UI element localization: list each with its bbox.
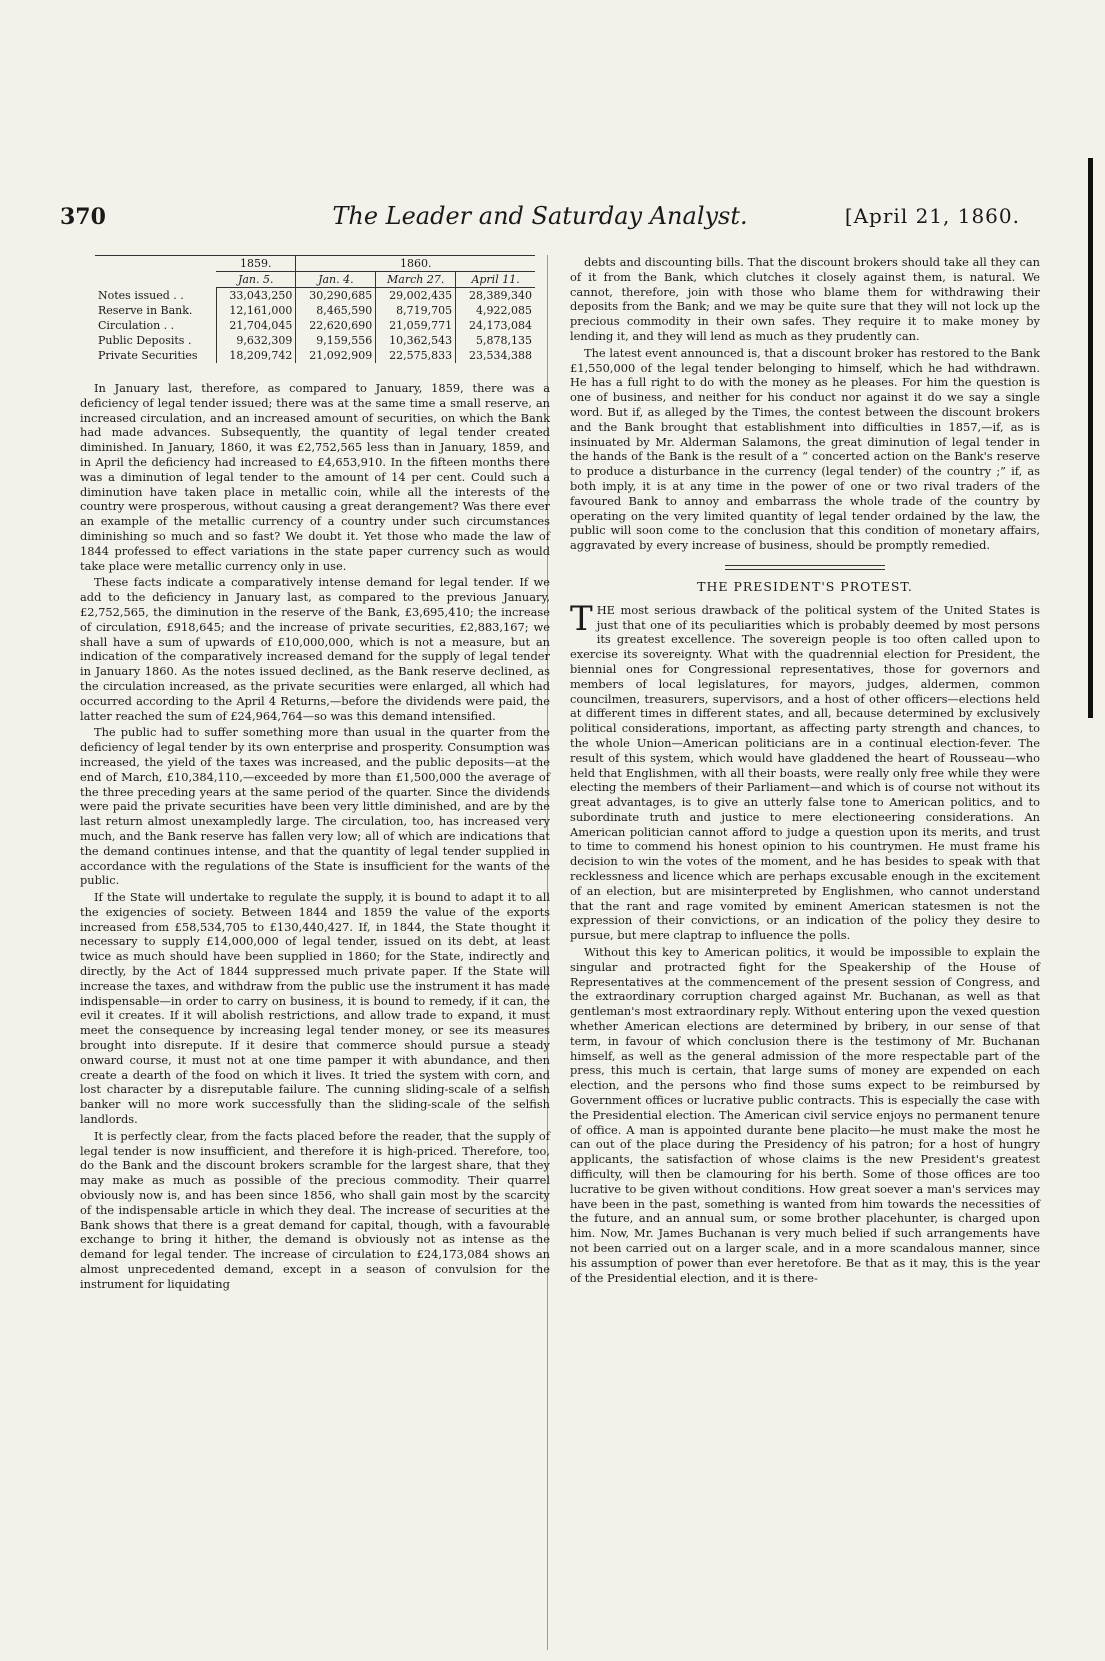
page-number: 370 xyxy=(60,204,106,230)
row-label: Notes issued . . xyxy=(98,288,184,302)
table-cell: 8,465,590 xyxy=(296,303,376,318)
section-paragraph: THE most serious drawback of the political system of the United States is just that one of its peculiarities which is probably deemed by most persons its greatest excellence. The sovereign people is too often called upon to exercise its sovereignty. What with the quadrennial election for President, the biennial ones for Congressional representatives, those for governors and members of local legislatures, for mayors, judges, aldermen, common councilmen, treasurers, supervisors, and a host of other officers—elections held at different times in different states, and all, because determined by exclusively political considerations, important, as affecting party strength and chances, to the whole Union—American politicians are in a continual election-fever. The result of this system, which would have gladdened the heart of Rousseau—who held that Englishmen, with all their boasts, were really only free while they were electing the members of their Parliament—and which is of course not without its great advantages, is to give an utterly false tone to American politics, and to subordinate truth and justice to mere electioneering considerations. An American politician cannot afford to judge a question upon its merits, and trust to time to commend his honest opinion to his countrymen. He must frame his decision to win the votes of the moment, and he has besides to speak with that recklessness and licence which are perhaps excusable enough in the excitement of an election, but are misinterpreted by Englishmen, who cannot understand that the rant and rage vomited by eminent American statesmen is not the expression of their convictions, or an indication of the policy they desire to pursue, but mere claptrap to influence the polls. xyxy=(570,598,1040,943)
date-header: April 11. xyxy=(456,272,535,288)
drop-cap: T xyxy=(570,598,593,639)
issue-date: [April 21, 1860. xyxy=(844,204,1020,228)
paragraph: debts and discounting bills. That the discount brokers should take all they can of it from the Bank, which clutches it closely against them, is natural. We cannot, therefore, join with those who blame them for withdrawing their deposits from the Bank; and we may be quite sure that they will not lock up the precious commodity in their own safes. They require it to make money by lending it, and they will lend as much as they prudently can. xyxy=(570,255,1040,343)
table-cell: 9,632,309 xyxy=(216,333,296,348)
table-cell: 4,922,085 xyxy=(456,303,535,318)
table-cell: 10,362,543 xyxy=(376,333,456,348)
paragraph: If the State will undertake to regulate the supply, it is bound to adapt it to all the exigencies of society. Between 1844 and 1859 the value of the exports increased from £58,534,705 to £130,440,427. If, in 1844, the State thought it necessary to supply £14,000,000 of legal tender, issued on its debt, at least twice as much should have been supplied in 1860; for the State, indirectly and directly, by the Act of 1844 suppressed much private paper. If the State will increase the taxes, and withdraw from the public use the instrument it has made indispensable—in order to carry on business, it is bound to remedy, if it can, the evil it creates. If it will abolish restrictions, and allow trade to expand, it must meet the consequence by increasing legal tender money, or see its measures brought into disrepute. If it desire that commerce should pursue a steady onward course, it must not at one time pamper it with abundance, and then create a dearth of the food on which it lives. It tried the system with corn, and lost character by a disreputable failure. The cunning sliding-scale of a selfish banker will no more work successfully than the sliding-scale of the selfish landlords. xyxy=(80,890,550,1127)
paragraph: The public had to suffer something more than usual in the quarter from the deficiency of legal tender by its own enterprise and prosperity. Consumption was increased, the yield of the taxes was increased, and the public deposits—at the end of March, £10,384,110,—exceeded by more than £1,500,000 the average of the three preceding years at the same period of the quarter. Since the dividends were paid the private securities have been very little diminished, and are by the last return almost unexampledly large. The circulation, too, has increased very much, and the Bank reserve has fallen very low; all of which are indications that the demand continues intense, and that the quantity of legal tender supplied in accordance with the regulations of the State is insufficient for the wants of the public. xyxy=(80,725,550,888)
table-cell: 18,209,742 xyxy=(216,348,296,363)
row-label: Public Deposits . xyxy=(98,334,192,347)
table-cell: 8,719,705 xyxy=(376,303,456,318)
date-header: Jan. 4. xyxy=(296,272,376,288)
paragraph: It is perfectly clear, from the facts placed before the reader, that the supply of legal tender is now insufficient, and therefore it is high-priced. Therefore, too, do the Bank and the discount brokers scramble for the largest share, that they may make as much as possible of the precious commodity. Their quarrel obviously now is, and has been since 1856, who shall gain most by the scarcity of the indispensable article in which they deal. The increase of securities at the Bank shows that there is a great demand for capital, though, with a favourable exchange to bring it hither, the demand is obviously not as intense as the demand for legal tender. The increase of circulation to £24,173,084 shows an almost unprecedented demand, except in a season of convulsion for the instrument for liquidating xyxy=(80,1128,550,1291)
left-column-text xyxy=(80,381,550,1292)
table-cell: 22,575,833 xyxy=(376,348,456,363)
table-cell: 21,059,771 xyxy=(376,318,456,333)
table-cell: 22,620,690 xyxy=(296,318,376,333)
paragraph: The latest event announced is, that a discount broker has restored to the Bank £1,550,000 of the legal tender belonging to himself, which he had withdrawn. He has a full right to do with the money as he pleases. For him the question is one of business, and neither for his conduct nor against it do we say a single word. But if, as alleged by the Times, the contest between the discount brokers and the Bank brought that establishment into difficulties in 1857,—if, as is insinuated by Mr. Alderman Salamons, the great diminution of legal tender in the hands of the Bank is the result of a “ concerted action on the Bank's reserve to produce a disturbance in the currency (legal tender) of the country ;” if, as both imply, it is at any time in the power of one or two rival traders of the favoured Bank to annoy and embarrass the whole trade of the country by operating on the very limited quantity of legal tender ordained by the law, the public will soon come to the conclusion that this condition of monetary affairs, aggravated by every increase of business, should be promptly remedied. xyxy=(570,345,1040,553)
table-row xyxy=(95,318,535,333)
table-row xyxy=(95,333,535,348)
row-label: Private Securities xyxy=(98,349,198,362)
section-title: THE PRESIDENT'S PROTEST. xyxy=(697,578,913,594)
table-cell: 5,878,135 xyxy=(456,333,535,348)
table-cell: 28,389,340 xyxy=(456,288,535,304)
paragraph: In January last, therefore, as compared to January, 1859, there was a deficiency of legal tender issued; there was at the same time a small reserve, an increased circulation, and an increased amount of securities, on which the Bank had made advances. Subsequently, the quantity of legal tender created diminished. In January, 1860, it was £2,752,565 less than in January, 1859, and in April the deficiency had increased to £4,653,910. In the fifteen months there was a diminution of legal tender to the amount of 14 per cent. Could such a diminution have taken place in metallic coin, while all the interests of the country were prosperous, without causing a great derangement? Was there ever an example of the metallic currency of a country under such circumstances diminishing so much and so fast? We doubt it. Yet those who made the law of 1844 professed to effect variations in the state paper currency such as would take place were metallic currency only in use. xyxy=(80,381,550,573)
table-cell: 24,173,084 xyxy=(456,318,535,333)
bank-returns-table xyxy=(95,255,535,363)
journal-title: The Leader and Saturday Analyst. xyxy=(332,202,748,230)
table-row xyxy=(95,303,535,318)
right-column-text xyxy=(570,255,1040,553)
table-row xyxy=(95,348,535,363)
paragraph: These facts indicate a comparatively intense demand for legal tender. If we add to the deficiency in January last, as compared to the previous January, £2,752,565, the diminution in the reserve of the Bank, £3,695,410; the increase of circulation, £918,645; and the increase of private securities, £2,883,167; we shall have a sum of upwards of £10,000,000, which is not a measure, but an indication of the comparatively increased demand for the supply of legal tender in January 1860. As the notes issued declined, as the Bank reserve declined, as the circulation increased, as the private securities were enlarged, all which had occurred according to the April 4 Returns,—before the dividends were paid, the latter reached the sum of £24,964,764—so was this demand intensified. xyxy=(80,575,550,723)
section-divider xyxy=(725,565,885,570)
left-column xyxy=(80,255,550,1294)
page-edge-mark xyxy=(1088,158,1093,718)
row-label: Reserve in Bank. xyxy=(98,304,193,317)
table-cell: 23,534,388 xyxy=(456,348,535,363)
table-cell: 9,159,556 xyxy=(296,333,376,348)
table-cell: 21,092,909 xyxy=(296,348,376,363)
table-cell: 33,043,250 xyxy=(216,288,296,304)
table-cell: 21,704,045 xyxy=(216,318,296,333)
date-header: March 27. xyxy=(376,272,456,288)
row-label: Circulation . . xyxy=(98,319,175,332)
table-cell: 30,290,685 xyxy=(296,288,376,304)
section-paragraph: Without this key to American politics, it would be impossible to explain the singular and protracted fight for the Speakership of the House of Representatives at the commencement of the present session of Congress, and the extraordinary corruption charged against Mr. Buchanan, as well as that gentleman's most extraordinary reply. Without entering upon the vexed question whether American elections are determined by bribery, in our sense of that term, in favour of which conclusion there is the testimony of Mr. Buchanan himself, as well as the general admission of the more respectable part of the press, this much is certain, that large sums of money are expended on each election, and the persons who find those sums expect to be reimbursed by Government offices or lucrative public contracts. This is especially the case with the Presidential election. The American civil service enjoys no permanent tenure of office. A man is appointed durante bene placito—he must make the most he can out of the place during the Presidency of his patron; for a host of hungry applicants, the satisfaction of whose claims is the new President's greatest difficulty, will then be clamouring for his berth. Some of those offices are too lucrative to be given without conditions. How great soever a man's services may have been in the past, something is wanted from him towards the necessities of the future, and an annual sum, or some brother placehunter, is charged upon him. Now, Mr. James Buchanan is very much belied if such arrangements have not been carried out on a larger scale, and in a more scandalous manner, since his assumption of power than ever heretofore. Be that as it may, this is the year of the Presidential election, and it is there- xyxy=(570,945,1040,1285)
page-header xyxy=(60,196,1020,236)
table-cell: 29,002,435 xyxy=(376,288,456,304)
year-header-1859: 1859. xyxy=(216,256,296,272)
table-cell: 12,161,000 xyxy=(216,303,296,318)
year-header-1860: 1860. xyxy=(296,256,535,272)
table-row xyxy=(95,288,535,304)
date-header: Jan. 5. xyxy=(216,272,296,288)
right-column xyxy=(570,255,1040,1287)
